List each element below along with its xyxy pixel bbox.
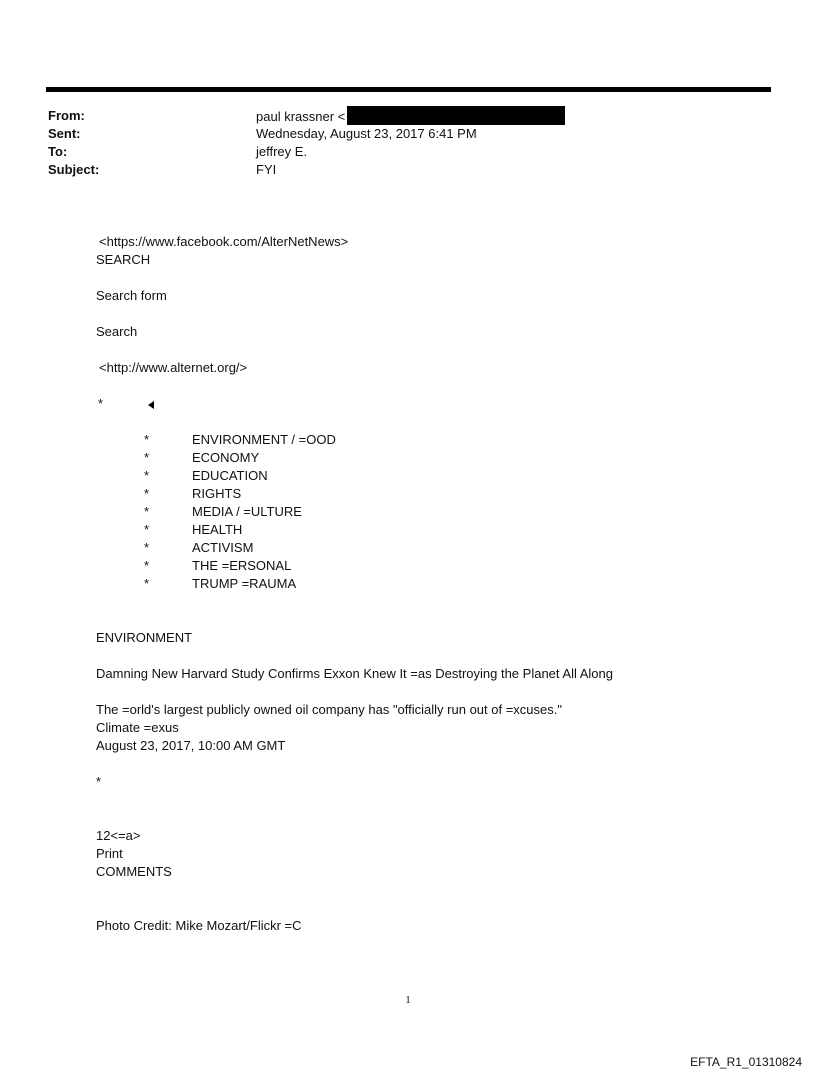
nav-item: * ACTIVISM: [144, 540, 254, 555]
subject-value: FYI: [256, 162, 277, 177]
nav-item: * EDUCATION: [144, 468, 268, 483]
from-label: From:: [48, 108, 85, 123]
nav-item-label: EDUCATION: [192, 468, 268, 483]
nav-item: * THE =ERSONAL: [144, 558, 292, 573]
section-label: ENVIRONMENT: [96, 630, 193, 645]
nav-item-label: ACTIVISM: [192, 540, 254, 555]
article-dateline: August 23, 2017, 10:00 AM GMT: [96, 738, 286, 753]
nav-item-label: ENVIRONMENT / =OOD: [192, 432, 336, 447]
menu-bullet-row: [96, 395, 746, 413]
email-body: [96, 233, 746, 935]
to-value: jeffrey E.: [256, 144, 308, 159]
nav-item: * HEALTH: [144, 522, 243, 537]
bullet-star: *: [98, 396, 104, 411]
article-headline: Damning New Harvard Study Confirms Exxon Knew It =as Destroying the Planet All Along: [96, 666, 613, 681]
search-text: Search: [96, 324, 138, 339]
search-upper: SEARCH: [96, 252, 151, 267]
left-triangle-icon: [148, 401, 154, 409]
redaction-bar: [347, 106, 565, 125]
subject-label: Subject:: [48, 162, 100, 177]
header-rule: [46, 87, 771, 92]
page-number: 1: [405, 994, 411, 1006]
nav-item-label: TRUMP =RAUMA: [192, 576, 297, 591]
article-dek: The =orld's largest publicly owned oil company has "officially run out of =xcuses.": [96, 702, 562, 717]
bullet-star-2: *: [96, 774, 102, 789]
to-label: To:: [48, 144, 68, 159]
sent-row: [48, 125, 748, 143]
from-value: paul krassner <: [256, 109, 346, 124]
nav-item: * TRUMP =RAUMA: [144, 576, 297, 591]
nav-item-label: RIGHTS: [192, 486, 242, 501]
photo-credit: Photo Credit: Mike Mozart/Flickr =C: [96, 918, 302, 933]
subject-row: [48, 161, 748, 179]
nav-item-label: HEALTH: [192, 522, 243, 537]
alternet-link[interactable]: <http://www.alternet.org/>: [99, 360, 248, 375]
nav-item: * ENVIRONMENT / =OOD: [144, 432, 336, 447]
to-row: [48, 143, 748, 161]
nav-item-label: ECONOMY: [192, 450, 260, 465]
nav-item-label: MEDIA / =ULTURE: [192, 504, 302, 519]
nav-item: * ECONOMY: [144, 450, 260, 465]
print-link[interactable]: Print: [96, 846, 123, 861]
sent-value: Wednesday, August 23, 2017 6:41 PM: [256, 126, 477, 141]
sent-label: Sent:: [48, 126, 81, 141]
facebook-link[interactable]: <https://www.facebook.com/AlterNetNews>: [99, 234, 349, 249]
article-source: Climate =exus: [96, 720, 179, 735]
from-row: [48, 107, 748, 125]
nav-item: * RIGHTS: [144, 486, 242, 501]
bates-number: EFTA_R1_01310824: [690, 1055, 802, 1069]
search-form-text: Search form: [96, 288, 167, 303]
nav-item-label: THE =ERSONAL: [192, 558, 292, 573]
comments-link[interactable]: COMMENTS: [96, 864, 172, 879]
nav-item: * MEDIA / =ULTURE: [144, 504, 302, 519]
share-count: 12<=a>: [96, 828, 141, 843]
nav-list: [144, 431, 746, 593]
email-header: [48, 107, 748, 179]
